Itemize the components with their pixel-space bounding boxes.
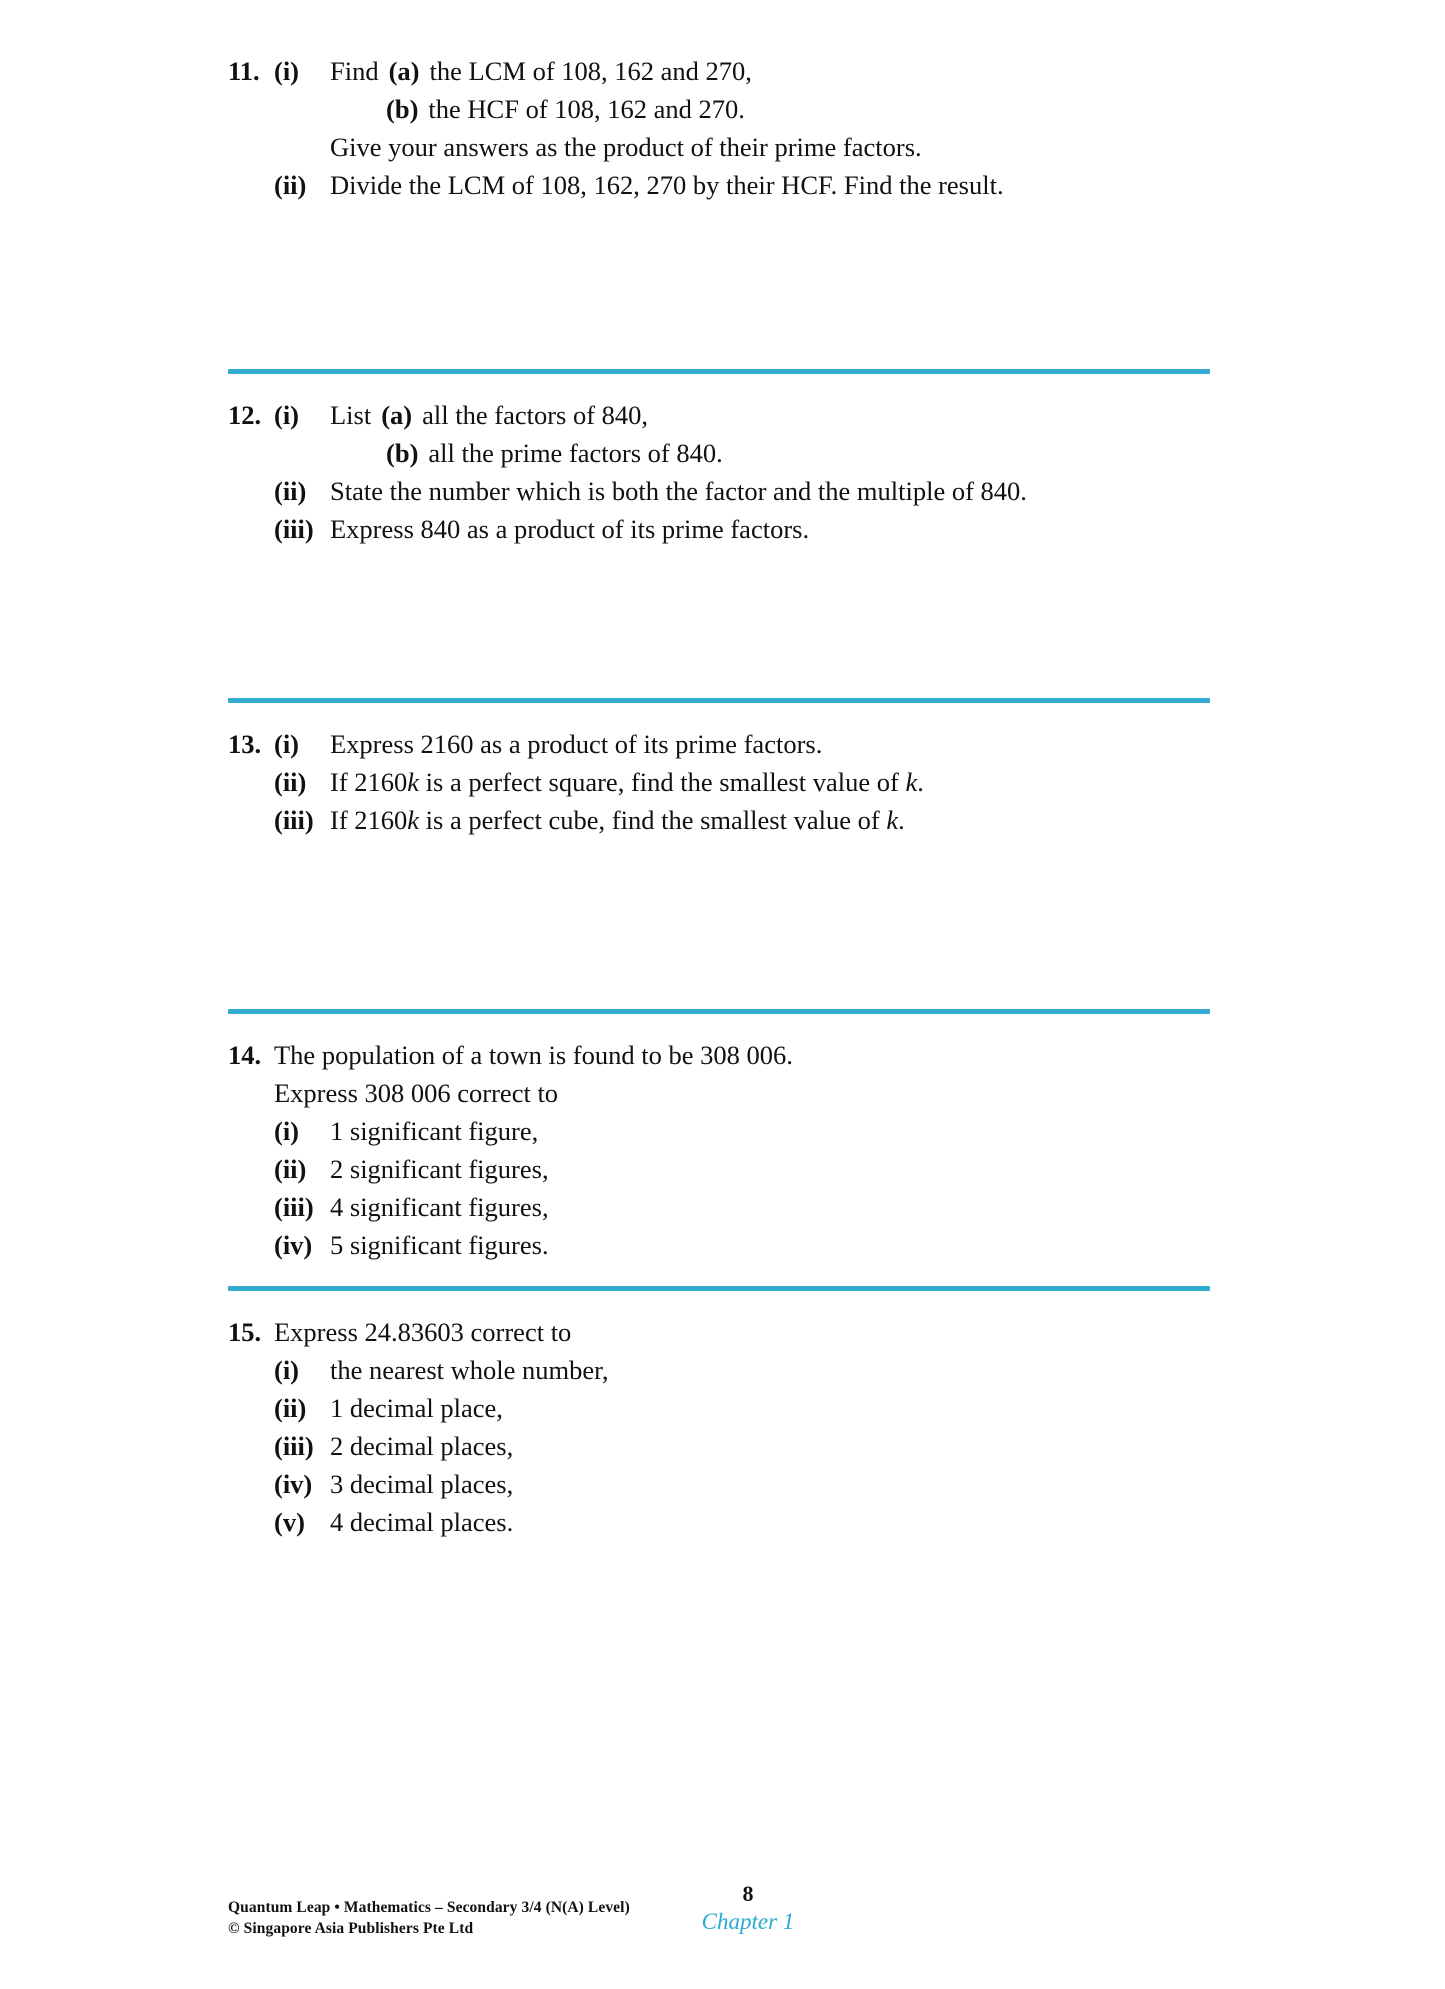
question-text: The population of a town is found to be 308 006. (274, 1040, 793, 1070)
question-13 (228, 725, 1218, 839)
question-14 (228, 1036, 1218, 1264)
question-13-line-i (228, 725, 1218, 763)
verb-word: List (330, 400, 372, 430)
sub-label: (a) (381, 400, 413, 430)
variable-k: k (407, 767, 420, 797)
answer-space-11 (228, 204, 1218, 369)
question-text (330, 763, 1218, 801)
question-15 (228, 1313, 1218, 1541)
footer-attribution (228, 1897, 630, 1939)
question-number: 14. (228, 1040, 262, 1070)
worksheet-page (150, 0, 1295, 1989)
answer-space-13 (228, 839, 1218, 1009)
answer-space-14 (228, 1264, 1218, 1286)
question-12-line-i (228, 396, 1218, 434)
roman-numeral: (iv) (274, 1230, 313, 1260)
expression-suffix: . (917, 767, 924, 797)
expression-middle: is a perfect cube, find the smallest value of (419, 805, 887, 835)
question-text (386, 434, 1218, 472)
page-content (228, 52, 1218, 1541)
roman-numeral: (iii) (274, 805, 314, 835)
question-11-line-b (386, 90, 1218, 128)
question-text: 4 decimal places. (330, 1507, 514, 1537)
question-text (386, 90, 1218, 128)
question-text: 5 significant figures. (330, 1230, 549, 1260)
question-14-line-ii (274, 1150, 1218, 1188)
roman-numeral: (i) (274, 1355, 300, 1385)
divider-spacer (228, 1014, 1218, 1036)
question-14-line-iv (274, 1226, 1218, 1264)
sub-label: (a) (388, 56, 420, 86)
roman-numeral: (i) (274, 1116, 300, 1146)
question-14-stem (228, 1036, 1218, 1074)
roman-numeral: (iv) (274, 1469, 313, 1499)
question-11 (228, 52, 1218, 204)
answer-space-12 (228, 548, 1218, 698)
expression-suffix: . (898, 805, 905, 835)
question-15-line-v (274, 1503, 1218, 1541)
question-text: 3 decimal places, (330, 1469, 514, 1499)
sub-text: the LCM of 108, 162 and 270, (429, 56, 752, 86)
question-text: Express 840 as a product of its prime factors. (330, 514, 810, 544)
sub-text: the HCF of 108, 162 and 270. (428, 94, 745, 124)
roman-numeral: (i) (274, 56, 300, 86)
sub-text: all the factors of 840, (422, 400, 649, 430)
question-15-stem (228, 1313, 1218, 1351)
roman-numeral: (ii) (274, 1393, 307, 1423)
question-text: 1 significant figure, (330, 1116, 539, 1146)
question-12-line-ii (274, 472, 1218, 510)
variable-k: k (886, 805, 899, 835)
question-text: 1 decimal place, (330, 1393, 503, 1423)
page-number: 8 (742, 1881, 754, 1906)
roman-numeral: (ii) (274, 767, 307, 797)
expression-middle: is a perfect square, find the smallest value of (419, 767, 906, 797)
question-text: the nearest whole number, (330, 1355, 609, 1385)
sub-text: all the prime factors of 840. (428, 438, 723, 468)
question-number: 13. (228, 729, 262, 759)
question-number: 15. (228, 1317, 262, 1347)
divider-spacer (228, 1291, 1218, 1313)
question-text (330, 52, 1218, 90)
question-15-line-ii (274, 1389, 1218, 1427)
question-text: Express 2160 as a product of its prime factors. (330, 729, 823, 759)
question-text (330, 396, 1218, 434)
question-text: Divide the LCM of 108, 162, 270 by their HCF. Find the result. (330, 170, 1004, 200)
question-number: 11. (228, 56, 260, 86)
expression-prefix: If 2160 (330, 805, 408, 835)
roman-numeral: (i) (274, 400, 300, 430)
question-text: State the number which is both the factor and the multiple of 840. (330, 476, 1027, 506)
variable-k: k (905, 767, 918, 797)
verb-word: Find (330, 56, 379, 86)
expression-prefix: If 2160 (330, 767, 408, 797)
question-14-stem-2 (274, 1074, 1218, 1112)
question-text: 2 significant figures, (330, 1154, 549, 1184)
question-15-line-iv (274, 1465, 1218, 1503)
question-text: Give your answers as the product of their prime factors. (330, 132, 922, 162)
question-13-line-iii (274, 801, 1218, 839)
roman-numeral: (iii) (274, 1192, 314, 1222)
roman-numeral: (ii) (274, 1154, 307, 1184)
footer-page-info (658, 1881, 838, 1937)
sub-label: (b) (386, 438, 419, 468)
question-12 (228, 396, 1218, 548)
question-text (330, 801, 1218, 839)
divider-spacer (228, 374, 1218, 396)
question-number: 12. (228, 400, 262, 430)
roman-numeral: (ii) (274, 170, 307, 200)
question-13-line-ii (274, 763, 1218, 801)
question-text: 4 significant figures, (330, 1192, 549, 1222)
roman-numeral: (v) (274, 1507, 305, 1537)
footer-title-line: Quantum Leap • Mathematics – Secondary 3/4 (N(A) Level) (228, 1899, 630, 1916)
question-12-line-b (386, 434, 1218, 472)
roman-numeral: (iii) (274, 514, 314, 544)
roman-numeral: (i) (274, 729, 300, 759)
roman-numeral: (ii) (274, 476, 307, 506)
question-text: Express 308 006 correct to (274, 1078, 559, 1108)
question-15-line-i (274, 1351, 1218, 1389)
question-12-line-iii (274, 510, 1218, 548)
divider-spacer (228, 703, 1218, 725)
question-text: Express 24.83603 correct to (274, 1317, 572, 1347)
footer-copyright-line: © Singapore Asia Publishers Pte Ltd (228, 1920, 474, 1937)
question-14-line-i (274, 1112, 1218, 1150)
question-11-note (330, 128, 1218, 166)
variable-k: k (407, 805, 420, 835)
question-14-line-iii (274, 1188, 1218, 1226)
page-footer (228, 1881, 1218, 1951)
question-15-line-iii (274, 1427, 1218, 1465)
sub-label: (b) (386, 94, 419, 124)
question-11-line-ii (274, 166, 1218, 204)
roman-numeral: (iii) (274, 1431, 314, 1461)
chapter-label: Chapter 1 (701, 1909, 795, 1934)
question-text: 2 decimal places, (330, 1431, 514, 1461)
question-11-line-i (228, 52, 1218, 90)
